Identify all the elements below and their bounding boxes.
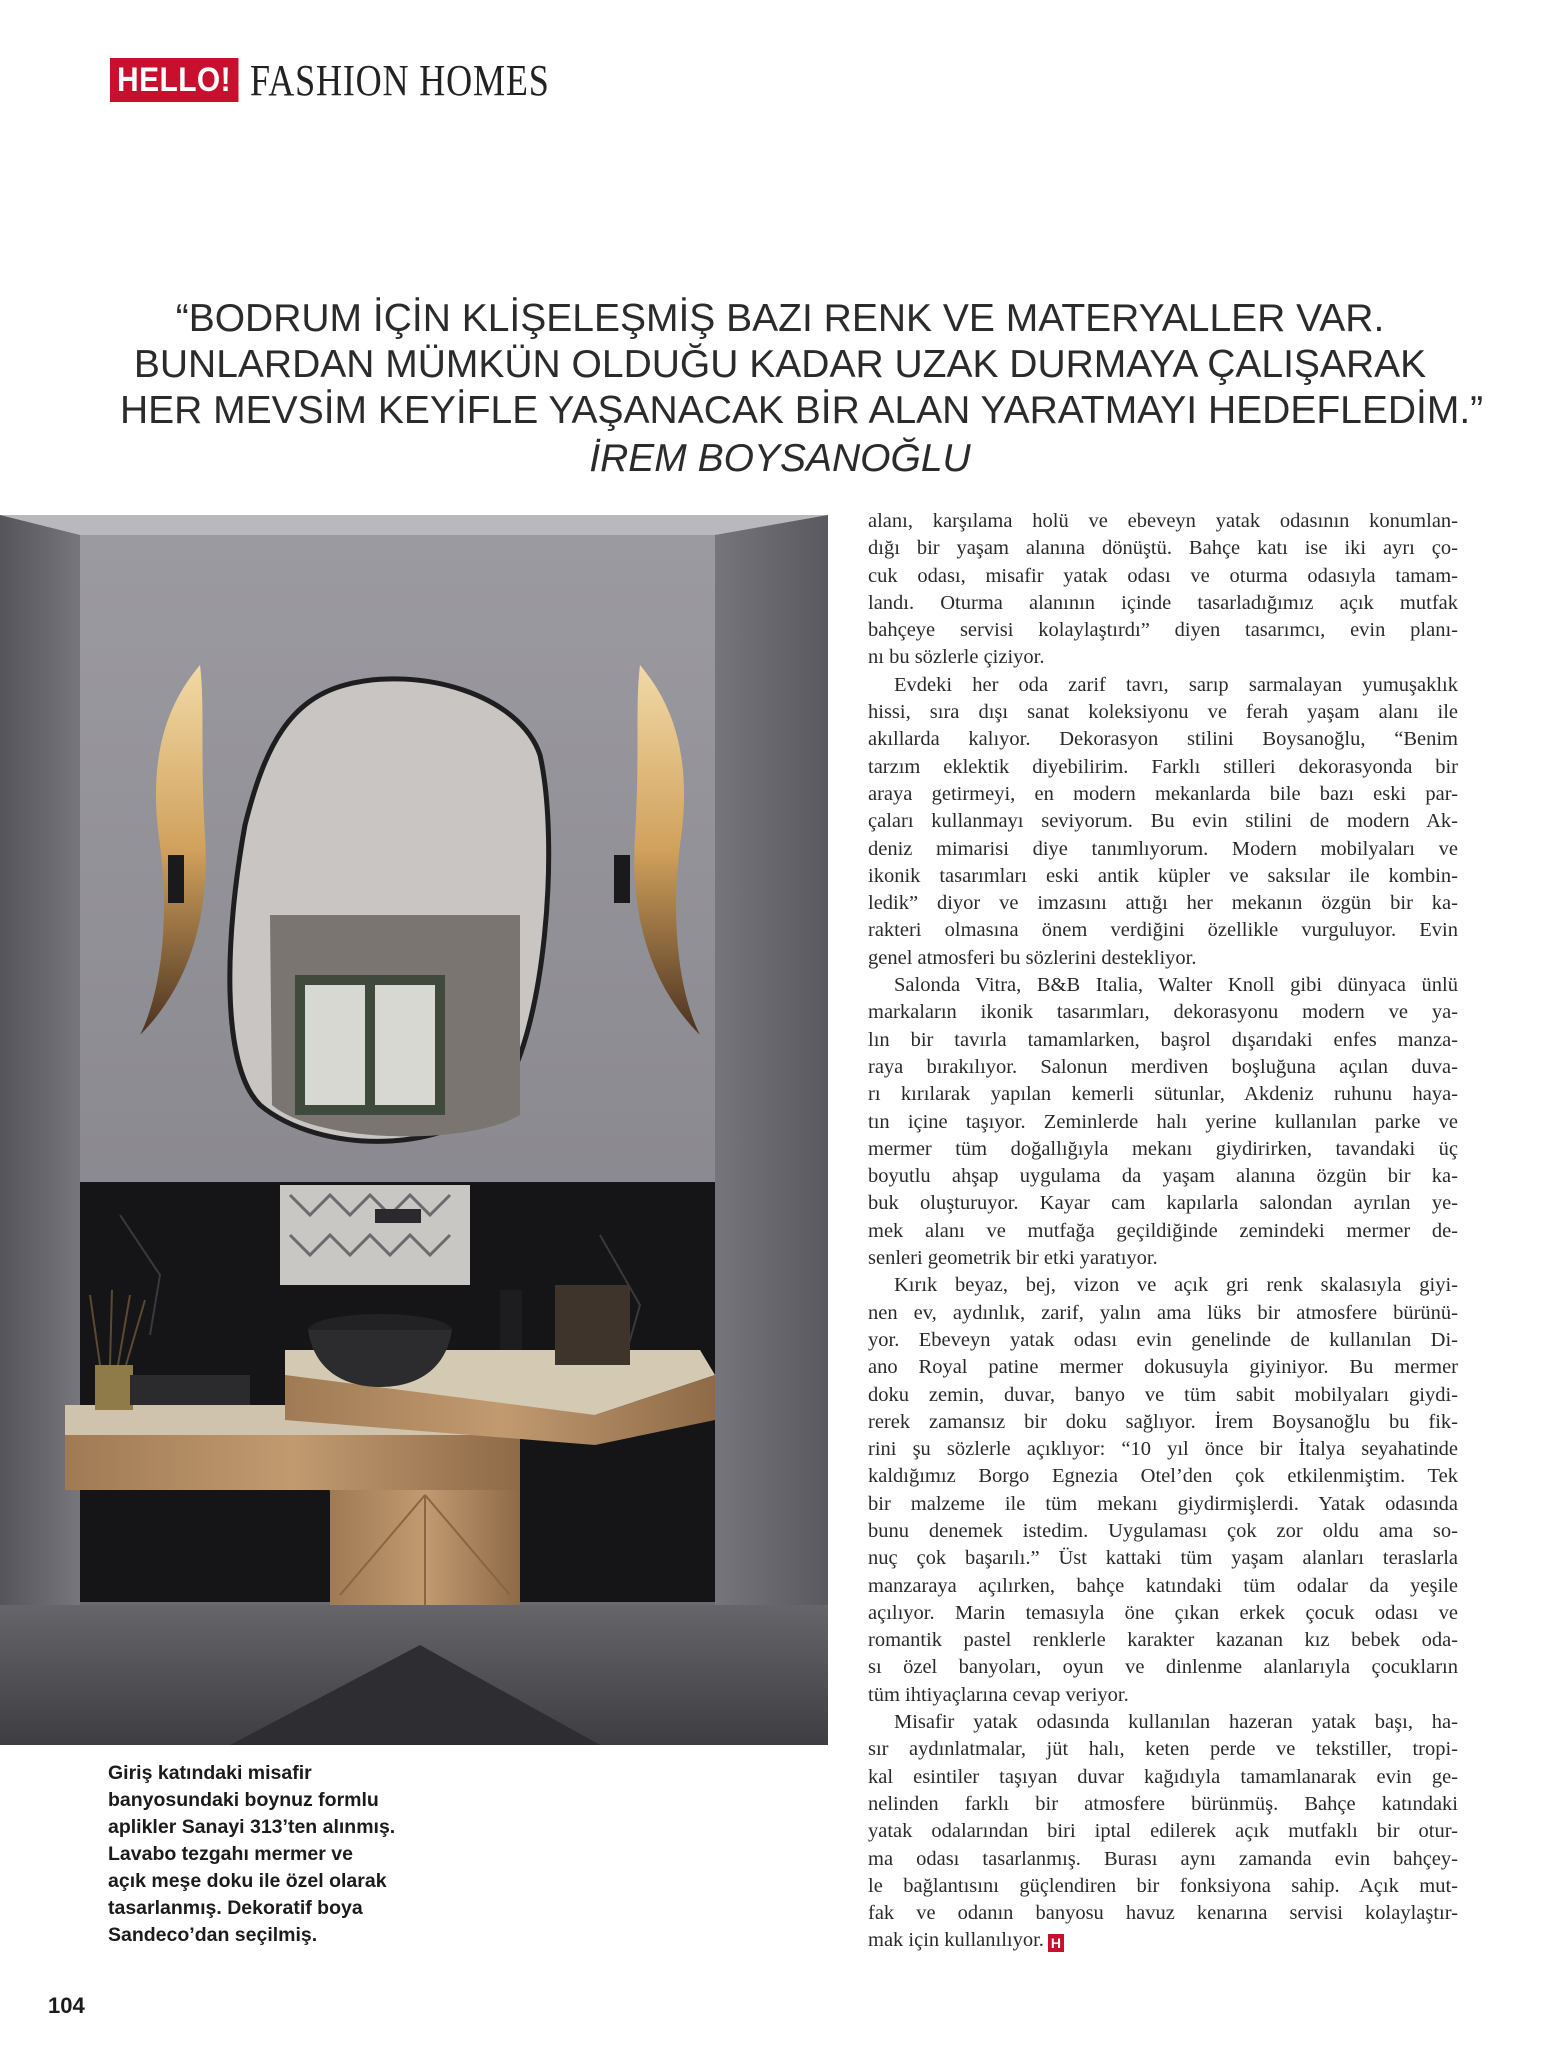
quote-line: “BODRUM İÇİN KLİŞELEŞMİŞ BAZI RENK VE MATERYALLER VAR.	[175, 297, 1385, 340]
body-line: ikonik tasarımları eski antik küpler ve saksılar ile kombin-	[868, 864, 1458, 887]
body-line: boyutlu ahşap uygulama da yaşam alanına özgün bir ka-	[868, 1165, 1458, 1188]
body-line: kal esintiler taşıyan duvar kağıdıyla tamamlanarak evin ge-	[868, 1765, 1458, 1788]
body-line: akıllarda kalıyor. Dekorasyon stilini Boysanoğlu, “Benim	[868, 728, 1458, 751]
body-line: manzaraya açılırken, bahçe katındaki tüm odalar da yeşile	[868, 1574, 1458, 1597]
body-line: deniz mimarisi diye tanımlıyorum. Modern mobilyaları ve	[868, 837, 1458, 860]
caption-line: tasarlanmış. Dekoratif boya	[108, 1897, 363, 1919]
photo-caption	[108, 1760, 448, 1949]
quote-author: İREM BOYSANOĞLU	[589, 437, 971, 480]
body-line: rakteri olmasına önem verdiğini özellikle vurguluyor. Evin	[868, 919, 1458, 942]
body-line: landı. Oturma alanının içinde tasarladığımız açık mutfak	[868, 591, 1458, 614]
body-line: Evdeki her oda zarif tavrı, sarıp sarmalayan yumuşaklık	[894, 673, 1458, 696]
body-line: mak için kullanılıyor.	[868, 1929, 1044, 1952]
pull-quote	[120, 296, 1484, 482]
body-line: Misafir yatak odasında kullanılan hazeran yatak başı, ha-	[894, 1711, 1458, 1734]
body-line: rı kırılarak yapılan kemerli sütunlar, Akdeniz ruhunu haya-	[868, 1083, 1458, 1106]
body-line: dığı bir yaşam alanına dönüştü. Bahçe katı ise iki ayrı ço-	[868, 537, 1458, 560]
body-line: nelinden farklı bir atmosfere bürünmüş. Bahçe katındaki	[868, 1792, 1458, 1815]
body-line: fak ve odanın banyosu havuz kenarına servisi kolaylaştır-	[868, 1902, 1458, 1925]
body-line: açılıyor. Marin temasıyla öne çıkan erkek çocuk odası ve	[868, 1601, 1458, 1624]
body-line: yatak odalarından biri iptal edilerek açık mutfaklı bir otur-	[868, 1820, 1458, 1843]
quote-line: HER MEVSİM KEYİFLE YAŞANACAK BİR ALAN YARATMAYI HEDEFLEDİM.”	[120, 389, 1484, 432]
caption-line: Sandeco’dan seçilmiş.	[108, 1924, 318, 1946]
end-mark-icon: H	[1048, 1934, 1064, 1952]
body-line: bir malzeme ile tüm mekanı giydirmişlerdi. Yatak odasında	[868, 1492, 1458, 1515]
body-line: genel atmosferi bu sözlerini destekliyor.	[868, 946, 1197, 969]
quote-line: BUNLARDAN MÜMKÜN OLDUĞU KADAR UZAK DURMAYA ÇALIŞARAK	[133, 343, 1427, 386]
body-line: nen ev, aydınlık, zarif, yalın ama lüks bir atmosfere bürünü-	[868, 1301, 1458, 1324]
body-line: tın içine taşıyor. Zeminlerde halı yerine kullanılan parke ve	[868, 1110, 1458, 1133]
hello-logo: HELLO!	[110, 58, 238, 102]
body-line: nuç çok başarılı.” Üst kattaki tüm yaşam alanları teraslarla	[868, 1547, 1458, 1570]
body-line: romantik pastel renklerle karakter kazanan kız bebek oda-	[868, 1629, 1458, 1652]
body-line: yor. Ebeveyn yatak odası evin genelinde de kullanılan Di-	[868, 1328, 1458, 1351]
body-line: sır aydınlatmalar, jüt halı, keten perde ve tekstiller, tropi-	[868, 1738, 1458, 1761]
body-line: tüm ihtiyaçlarına cevap veriyor.	[868, 1683, 1129, 1706]
caption-line: açık meşe doku ile özel olarak	[108, 1870, 387, 1892]
body-line: nı bu sözlerle çiziyor.	[868, 646, 1045, 669]
body-line: bahçeye servisi kolaylaştırdı” diyen tasarımcı, evin planı-	[868, 619, 1458, 642]
body-line: rini şu sözlerle açıklıyor: “10 yıl önce bir İtalya seyahatinde	[868, 1438, 1458, 1461]
masthead	[110, 55, 615, 105]
caption-line: Giriş katındaki misafir	[108, 1762, 312, 1784]
page-number: 104	[48, 1993, 85, 2018]
body-line: ledik” diyor ve imzasını attığı her mekanın özgün bir ka-	[868, 892, 1458, 915]
body-line: kaldığımız Borgo Egnezia Otel’den çok etkilenmiştim. Tek	[868, 1465, 1458, 1488]
body-line: hissi, sıra dışı sanat koleksiyonu ve ferah yaşam alanı ile	[868, 701, 1458, 724]
body-line: mek alanı ve mutfağa geçildiğinde zemindeki mermer de-	[868, 1219, 1458, 1242]
body-line: rerek zamansız bir doku sağlıyor. İrem Boysanoğlu bu fik-	[868, 1410, 1458, 1433]
body-line: buk oluşturuyor. Kayar cam kapılarla salondan ayrılan ye-	[868, 1192, 1458, 1215]
body-line: Salonda Vitra, B&B Italia, Walter Knoll gibi dünyaca ünlü	[894, 974, 1458, 997]
body-line: cuk odası, misafir yatak odası ve oturma odasıyla tamam-	[868, 564, 1458, 587]
section-title: FASHION HOMES	[249, 55, 550, 105]
body-line: senleri geometrik bir etki yaratıyor.	[868, 1247, 1158, 1270]
body-line: bunu denemek istedim. Uygulaması çok zor oldu ama so-	[868, 1519, 1458, 1542]
body-line: ano Royal patine mermer dokusuyla giyiniyor. Bu mermer	[868, 1356, 1458, 1379]
caption-line: banyosundaki boynuz formlu	[108, 1789, 379, 1811]
body-line: lın bir tavırla tamamlarken, başrol dışarıdaki enfes manza-	[868, 1028, 1458, 1051]
body-line: raya bırakılıyor. Salonun merdiven boşluğuna açılan duva-	[868, 1055, 1458, 1078]
caption-line: aplikler Sanayi 313’ten alınmış.	[108, 1816, 396, 1838]
article-body	[868, 508, 1458, 1955]
bathroom-photo	[0, 515, 828, 1745]
body-line: markaların ikonik tasarımları, dekorasyonu modern ve ya-	[868, 1001, 1458, 1024]
body-line: le bağlantısını güçlendiren bir fonksiyona sahip. Açık mut-	[868, 1874, 1458, 1897]
body-line: mermer tüm doğallığıyla mekanı giydirirken, tavandaki üç	[868, 1137, 1458, 1160]
body-line: çaları kullanmayı seviyorum. Bu evin stilini de modern Ak-	[868, 810, 1458, 833]
caption-line: Lavabo tezgahı mermer ve	[108, 1843, 353, 1865]
body-line: ma odası tasarlanmış. Burası aynı zamanda evin bahçey-	[868, 1847, 1458, 1870]
body-line: Kırık beyaz, bej, vizon ve açık gri renk skalasıyla giyi-	[894, 1274, 1458, 1297]
body-last-line	[868, 1927, 1458, 1954]
body-line: doku zemin, duvar, banyo ve tüm sabit mobilyaları giydi-	[868, 1383, 1458, 1406]
body-line: araya getirmeyi, en modern mekanlarda bile bazı eski par-	[868, 782, 1458, 805]
body-line: tarzım eklektik diyebilirim. Farklı stilleri dekorasyonda bir	[868, 755, 1458, 778]
body-line: alanı, karşılama holü ve ebeveyn yatak odasının konumlan-	[868, 510, 1458, 532]
body-line: sı özel banyoları, oyun ve dinlenme alanlarıyla çocukların	[868, 1656, 1458, 1679]
